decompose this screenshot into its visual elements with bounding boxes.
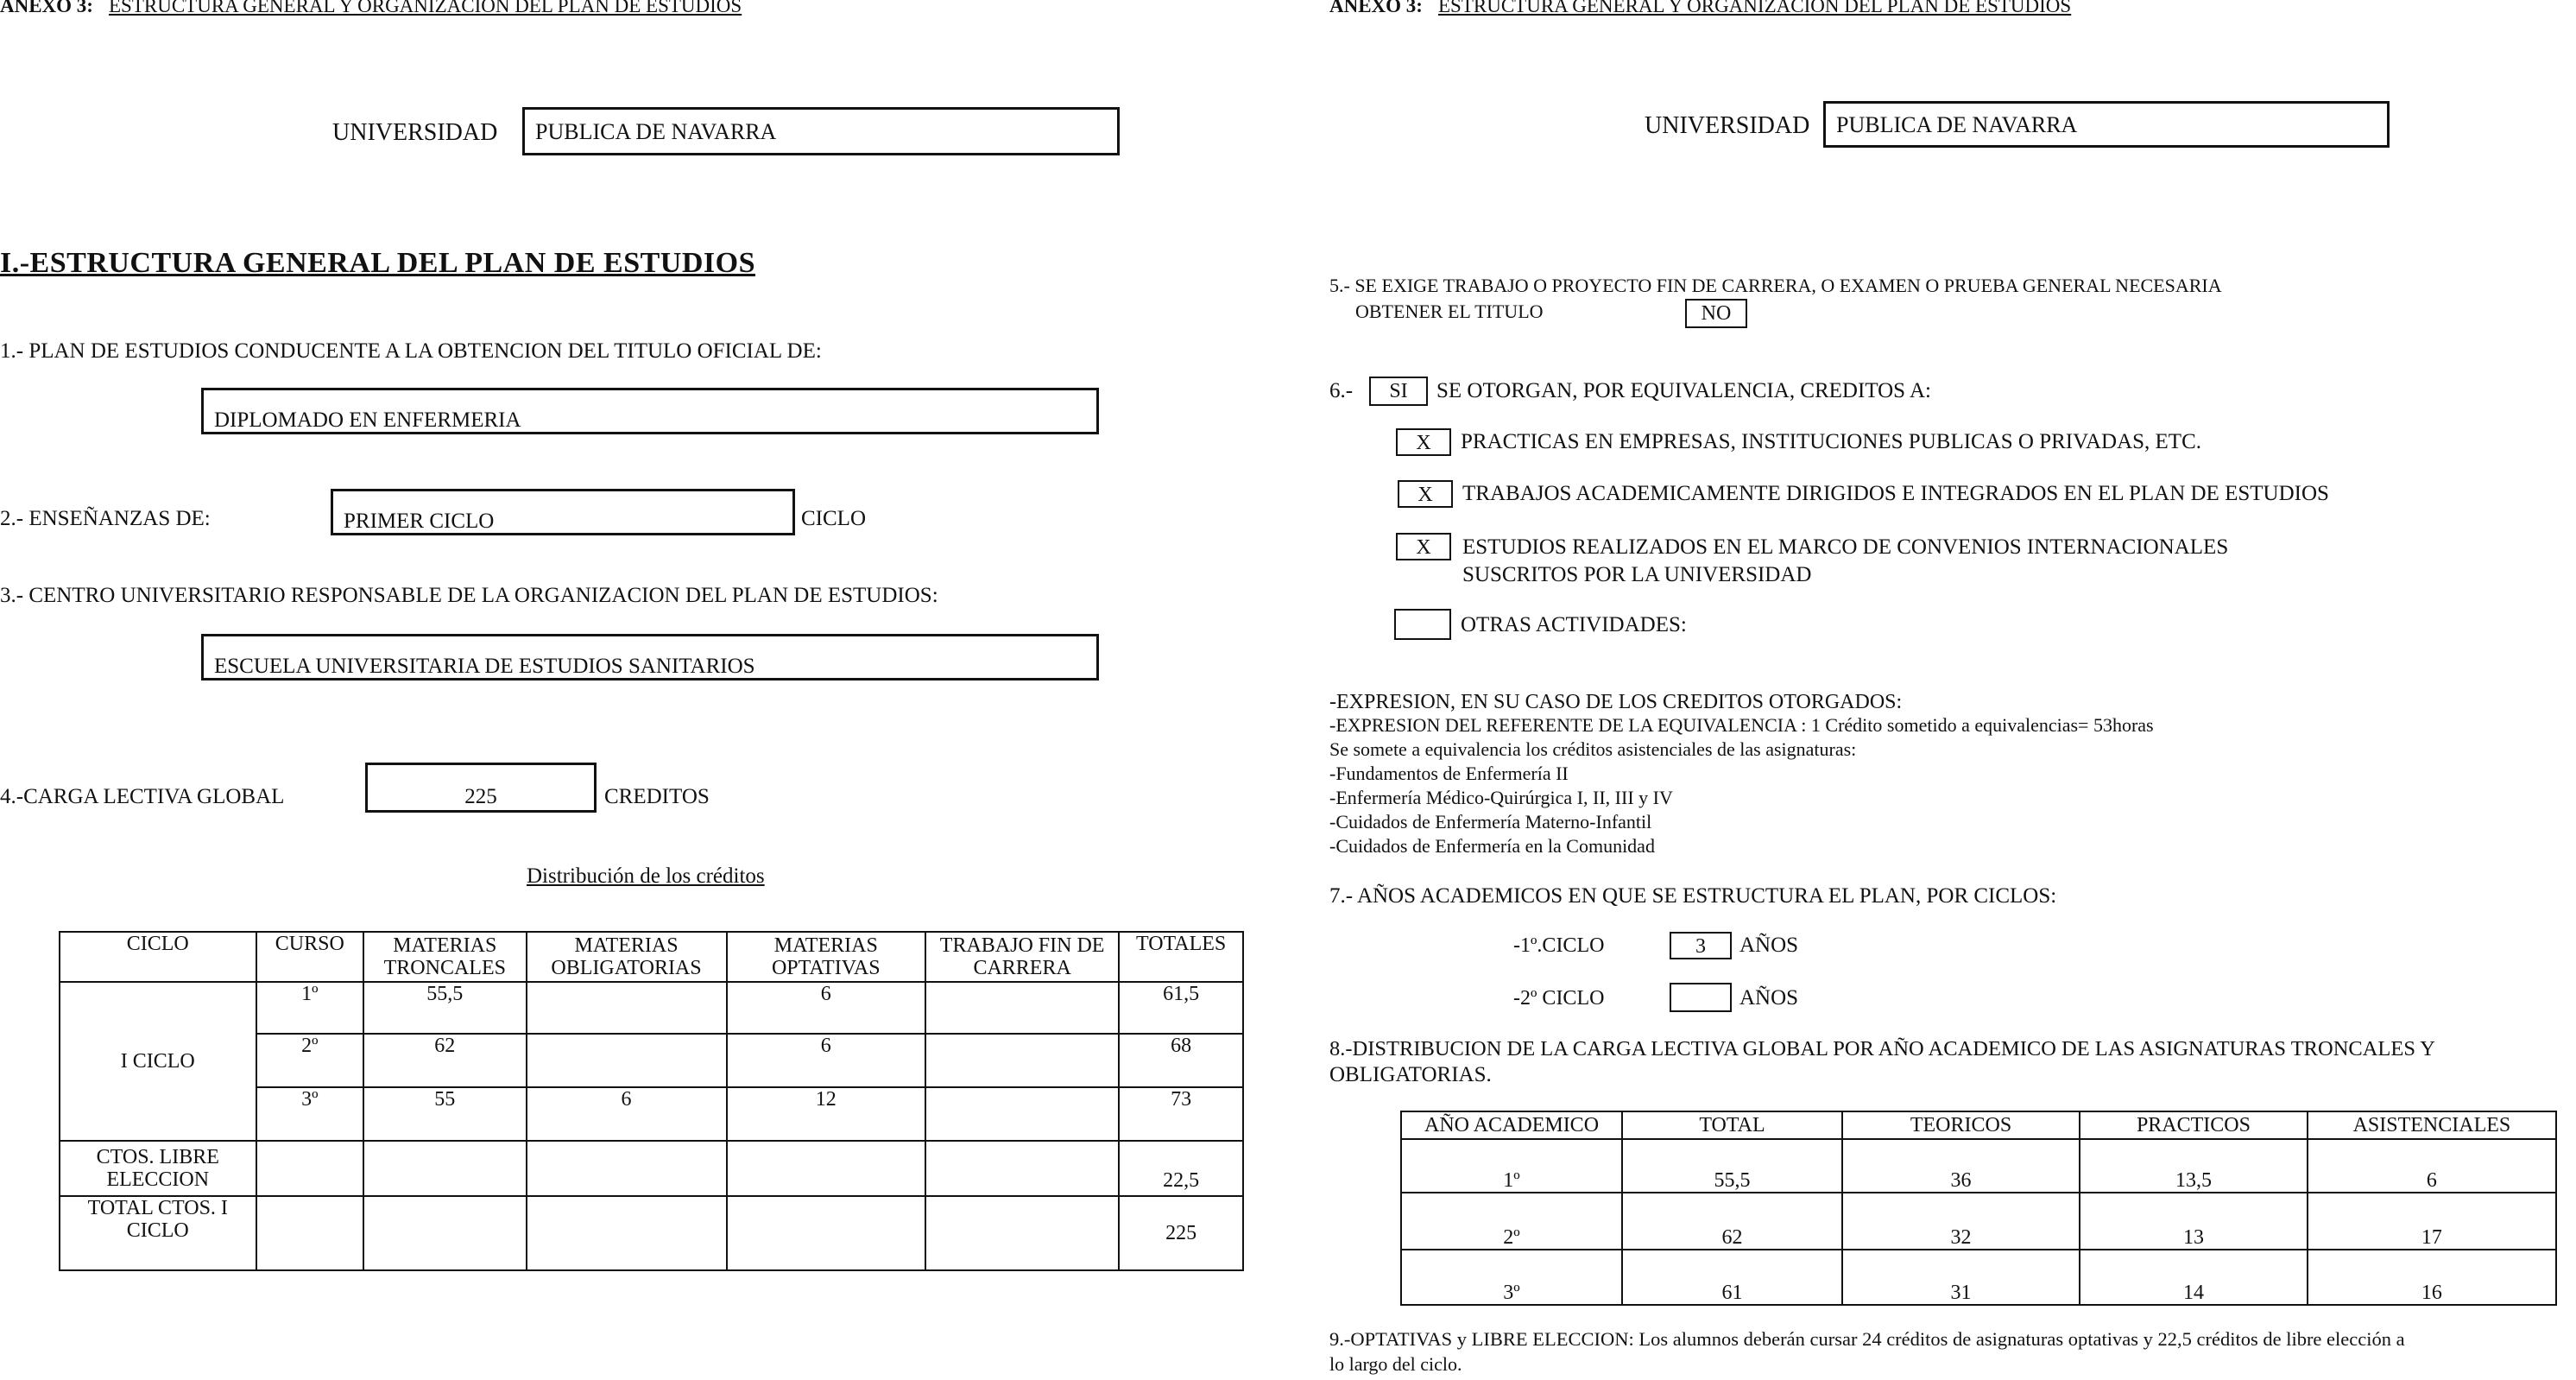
header-totales: TOTALES — [1119, 932, 1243, 982]
option-label-line2: SUSCRITOS POR LA UNIVERSIDAD — [1462, 563, 1812, 586]
header-trabajo: TRABAJO FIN DE CARRERA — [925, 932, 1119, 982]
item2-label: 2.- ENSEÑANZAS DE: — [0, 507, 211, 530]
total-cell: 62 — [1622, 1193, 1842, 1250]
left-page-header — [0, 0, 742, 17]
item5-box — [1685, 299, 1747, 328]
left-university-field — [522, 107, 1120, 155]
curso-cell: 2º — [256, 1034, 364, 1087]
ciclo2-box — [1670, 983, 1732, 1012]
teaching-cycle-field — [331, 489, 795, 535]
expression-line: -Cuidados de Enfermería Materno-Infantil — [1329, 811, 1652, 832]
asistenciales-cell: 6 — [2308, 1139, 2556, 1193]
empty-cell — [727, 1141, 925, 1196]
left-university-label: UNIVERSIDAD — [332, 119, 498, 146]
teoricos-cell: 36 — [1842, 1139, 2080, 1193]
degree-title-value: DIPLOMADO EN ENFERMERIA — [214, 408, 521, 432]
item4-suffix: CREDITOS — [604, 785, 710, 808]
libre-label-cell: CTOS. LIBRE ELECCION — [60, 1141, 256, 1196]
distribution-title: Distribución de los créditos — [527, 864, 765, 888]
right-page-header — [1329, 0, 2071, 17]
optativas-cell: 12 — [727, 1087, 925, 1141]
empty-cell — [925, 1141, 1119, 1196]
teaching-cycle-value: PRIMER CICLO — [344, 510, 495, 533]
total-cell: 55,5 — [1622, 1139, 1842, 1193]
ciclo1-years-label: AÑOS — [1739, 934, 1799, 957]
item1-label: 1.- PLAN DE ESTUDIOS CONDUCENTE A LA OBTENCION DEL TITULO OFICIAL DE: — [0, 339, 822, 363]
empty-cell — [527, 1141, 727, 1196]
item6-prefix: 6.- — [1329, 379, 1354, 402]
totales-cell: 68 — [1119, 1034, 1243, 1087]
expression-line: Se somete a equivalencia los créditos asistenciales de las asignaturas: — [1329, 738, 1857, 760]
option-checkbox — [1394, 609, 1451, 640]
section-title: I.-ESTRUCTURA GENERAL DEL PLAN DE ESTUDIOS — [0, 247, 755, 279]
expression-line: -Cuidados de Enfermería en la Comunidad — [1329, 835, 1655, 857]
total-label-cell: TOTAL CTOS. I CICLO — [60, 1196, 256, 1270]
item6-label: SE OTORGAN, POR EQUIVALENCIA, CREDITOS A: — [1436, 379, 1931, 402]
option-label: PRACTICAS EN EMPRESAS, INSTITUCIONES PUBLICAS O PRIVADAS, ETC. — [1461, 430, 2201, 453]
total-row — [60, 1196, 1243, 1270]
option-label: ESTUDIOS REALIZADOS EN EL MARCO DE CONVENIOS INTERNACIONALES — [1462, 535, 2229, 559]
empty-cell — [363, 1141, 526, 1196]
optativas-cell: 6 — [727, 1034, 925, 1087]
curso-cell: 3º — [256, 1087, 364, 1141]
ciclo2-label: -2º CICLO — [1513, 987, 1605, 1010]
option-mark: X — [1416, 432, 1431, 454]
right-header-title: ESTRUCTURA GENERAL Y ORGANIZACION DEL PLAN DE ESTUDIOS — [1437, 0, 2072, 16]
total-cell: 61 — [1622, 1250, 1842, 1305]
totales-cell: 61,5 — [1119, 982, 1243, 1034]
center-value: ESCUELA UNIVERSITARIA DE ESTUDIOS SANITARIOS — [214, 655, 755, 678]
expression-line: -EXPRESION DEL REFERENTE DE LA EQUIVALENCIA : 1 Crédito sometido a equivalencias= 53horas — [1329, 714, 2154, 736]
header-total: TOTAL — [1622, 1111, 1842, 1139]
optativas-cell: 6 — [727, 982, 925, 1034]
option-label: TRABAJOS ACADEMICAMENTE DIRIGIDOS E INTEGRADOS EN EL PLAN DE ESTUDIOS — [1462, 482, 2329, 505]
item5-line2: OBTENER EL TITULO — [1355, 301, 1544, 322]
troncales-cell: 55,5 — [363, 982, 526, 1034]
option-checkbox — [1396, 428, 1451, 456]
ciclo1-label: -1º.CICLO — [1513, 934, 1605, 957]
practicos-cell: 14 — [2080, 1250, 2308, 1305]
center-field — [201, 634, 1099, 681]
header-ano: AÑO ACADEMICO — [1401, 1111, 1622, 1139]
header-obligatorias: MATERIAS OBLIGATORIAS — [527, 932, 727, 982]
curso-cell: 1º — [256, 982, 364, 1034]
ciclo1-box — [1670, 932, 1732, 959]
global-load-field — [365, 763, 597, 813]
ano-cell: 1º — [1401, 1139, 1622, 1193]
header-curso: CURSO — [256, 932, 364, 982]
empty-cell — [363, 1196, 526, 1270]
yearly-load-table — [1400, 1111, 2557, 1306]
obligatorias-cell — [527, 1034, 727, 1087]
table-row — [1401, 1250, 2556, 1305]
teoricos-cell: 31 — [1842, 1250, 2080, 1305]
libre-eleccion-row — [60, 1141, 1243, 1196]
ano-cell: 2º — [1401, 1193, 1622, 1250]
obligatorias-cell — [527, 982, 727, 1034]
option-mark: X — [1416, 536, 1431, 559]
left-university-value: PUBLICA DE NAVARRA — [535, 119, 777, 144]
trabajo-cell — [925, 1087, 1119, 1141]
item6-value: SI — [1389, 380, 1408, 402]
credit-distribution-table — [59, 931, 1244, 1271]
empty-cell — [727, 1196, 925, 1270]
item8-line2: OBLIGATORIAS. — [1329, 1063, 1492, 1086]
expression-line: -EXPRESION, EN SU CASO DE LOS CREDITOS OTORGADOS: — [1329, 691, 1903, 713]
header-practicos: PRACTICOS — [2080, 1111, 2308, 1139]
troncales-cell: 62 — [363, 1034, 526, 1087]
degree-title-field — [201, 388, 1099, 434]
table-row — [1401, 1139, 2556, 1193]
libre-total-cell: 22,5 — [1119, 1141, 1243, 1196]
right-university-field — [1823, 101, 2390, 148]
expression-line: -Fundamentos de Enfermería II — [1329, 763, 1569, 784]
right-annex-label: ANEXO 3: — [1329, 0, 1423, 16]
left-header-title: ESTRUCTURA GENERAL Y ORGANIZACION DEL PLAN DE ESTUDIOS — [108, 0, 742, 16]
practicos-cell: 13 — [2080, 1193, 2308, 1250]
expression-line: -Enfermería Médico-Quirúrgica I, II, III y IV — [1329, 787, 1673, 808]
option-label: OTRAS ACTIVIDADES: — [1461, 613, 1687, 636]
item9-line2: lo largo del ciclo. — [1329, 1353, 1462, 1375]
header-teoricos: TEORICOS — [1842, 1111, 2080, 1139]
left-annex-label: ANEXO 3: — [0, 0, 93, 16]
item4-label: 4.-CARGA LECTIVA GLOBAL — [0, 785, 285, 808]
item2-suffix: CICLO — [801, 507, 866, 530]
ano-cell: 3º — [1401, 1250, 1622, 1305]
item6-box — [1369, 377, 1428, 406]
item7-label: 7.- AÑOS ACADEMICOS EN QUE SE ESTRUCTURA EL PLAN, POR CICLOS: — [1329, 884, 2057, 908]
ciclo2-years-label: AÑOS — [1739, 986, 1799, 1010]
right-university-label: UNIVERSIDAD — [1645, 112, 1810, 139]
option-checkbox — [1396, 533, 1451, 560]
table-row — [1401, 1193, 2556, 1250]
practicos-cell: 13,5 — [2080, 1139, 2308, 1193]
troncales-cell: 55 — [363, 1087, 526, 1141]
teoricos-cell: 32 — [1842, 1193, 2080, 1250]
option-checkbox — [1398, 480, 1453, 508]
empty-cell — [256, 1141, 364, 1196]
item5-value: NO — [1701, 302, 1732, 325]
table-header-row — [1401, 1111, 2556, 1139]
empty-cell — [925, 1196, 1119, 1270]
item8-line1: 8.-DISTRIBUCION DE LA CARGA LECTIVA GLOBAL POR AÑO ACADEMICO DE LAS ASIGNATURAS TRONCALES Y — [1329, 1037, 2435, 1060]
obligatorias-cell: 6 — [527, 1087, 727, 1141]
item5-line1: 5.- SE EXIGE TRABAJO O PROYECTO FIN DE CARRERA, O EXAMEN O PRUEBA GENERAL NECESARIA — [1329, 275, 2222, 296]
header-ciclo: CICLO — [60, 932, 256, 982]
right-university-value: PUBLICA DE NAVARRA — [1836, 112, 2078, 137]
option-mark: X — [1417, 484, 1433, 506]
empty-cell — [527, 1196, 727, 1270]
item9-line1: 9.-OPTATIVAS y LIBRE ELECCION: Los alumnos deberán cursar 24 créditos de asignaturas optativas y 22,5 créditos de libre elección a — [1329, 1328, 2405, 1350]
ciclo-cell: I CICLO — [60, 982, 256, 1141]
totales-cell: 73 — [1119, 1087, 1243, 1141]
ciclo1-value: 3 — [1695, 935, 1706, 958]
trabajo-cell — [925, 1034, 1119, 1087]
empty-cell — [256, 1196, 364, 1270]
asistenciales-cell: 17 — [2308, 1193, 2556, 1250]
header-optativas: MATERIAS OPTATIVAS — [727, 932, 925, 982]
asistenciales-cell: 16 — [2308, 1250, 2556, 1305]
total-value-cell: 225 — [1119, 1196, 1243, 1270]
header-troncales: MATERIAS TRONCALES — [363, 932, 526, 982]
header-asistenciales: ASISTENCIALES — [2308, 1111, 2556, 1139]
table-header-row — [60, 932, 1243, 982]
global-load-value: 225 — [464, 785, 497, 808]
item3-label: 3.- CENTRO UNIVERSITARIO RESPONSABLE DE LA ORGANIZACION DEL PLAN DE ESTUDIOS: — [0, 584, 938, 607]
table-row — [60, 982, 1243, 1034]
trabajo-cell — [925, 982, 1119, 1034]
